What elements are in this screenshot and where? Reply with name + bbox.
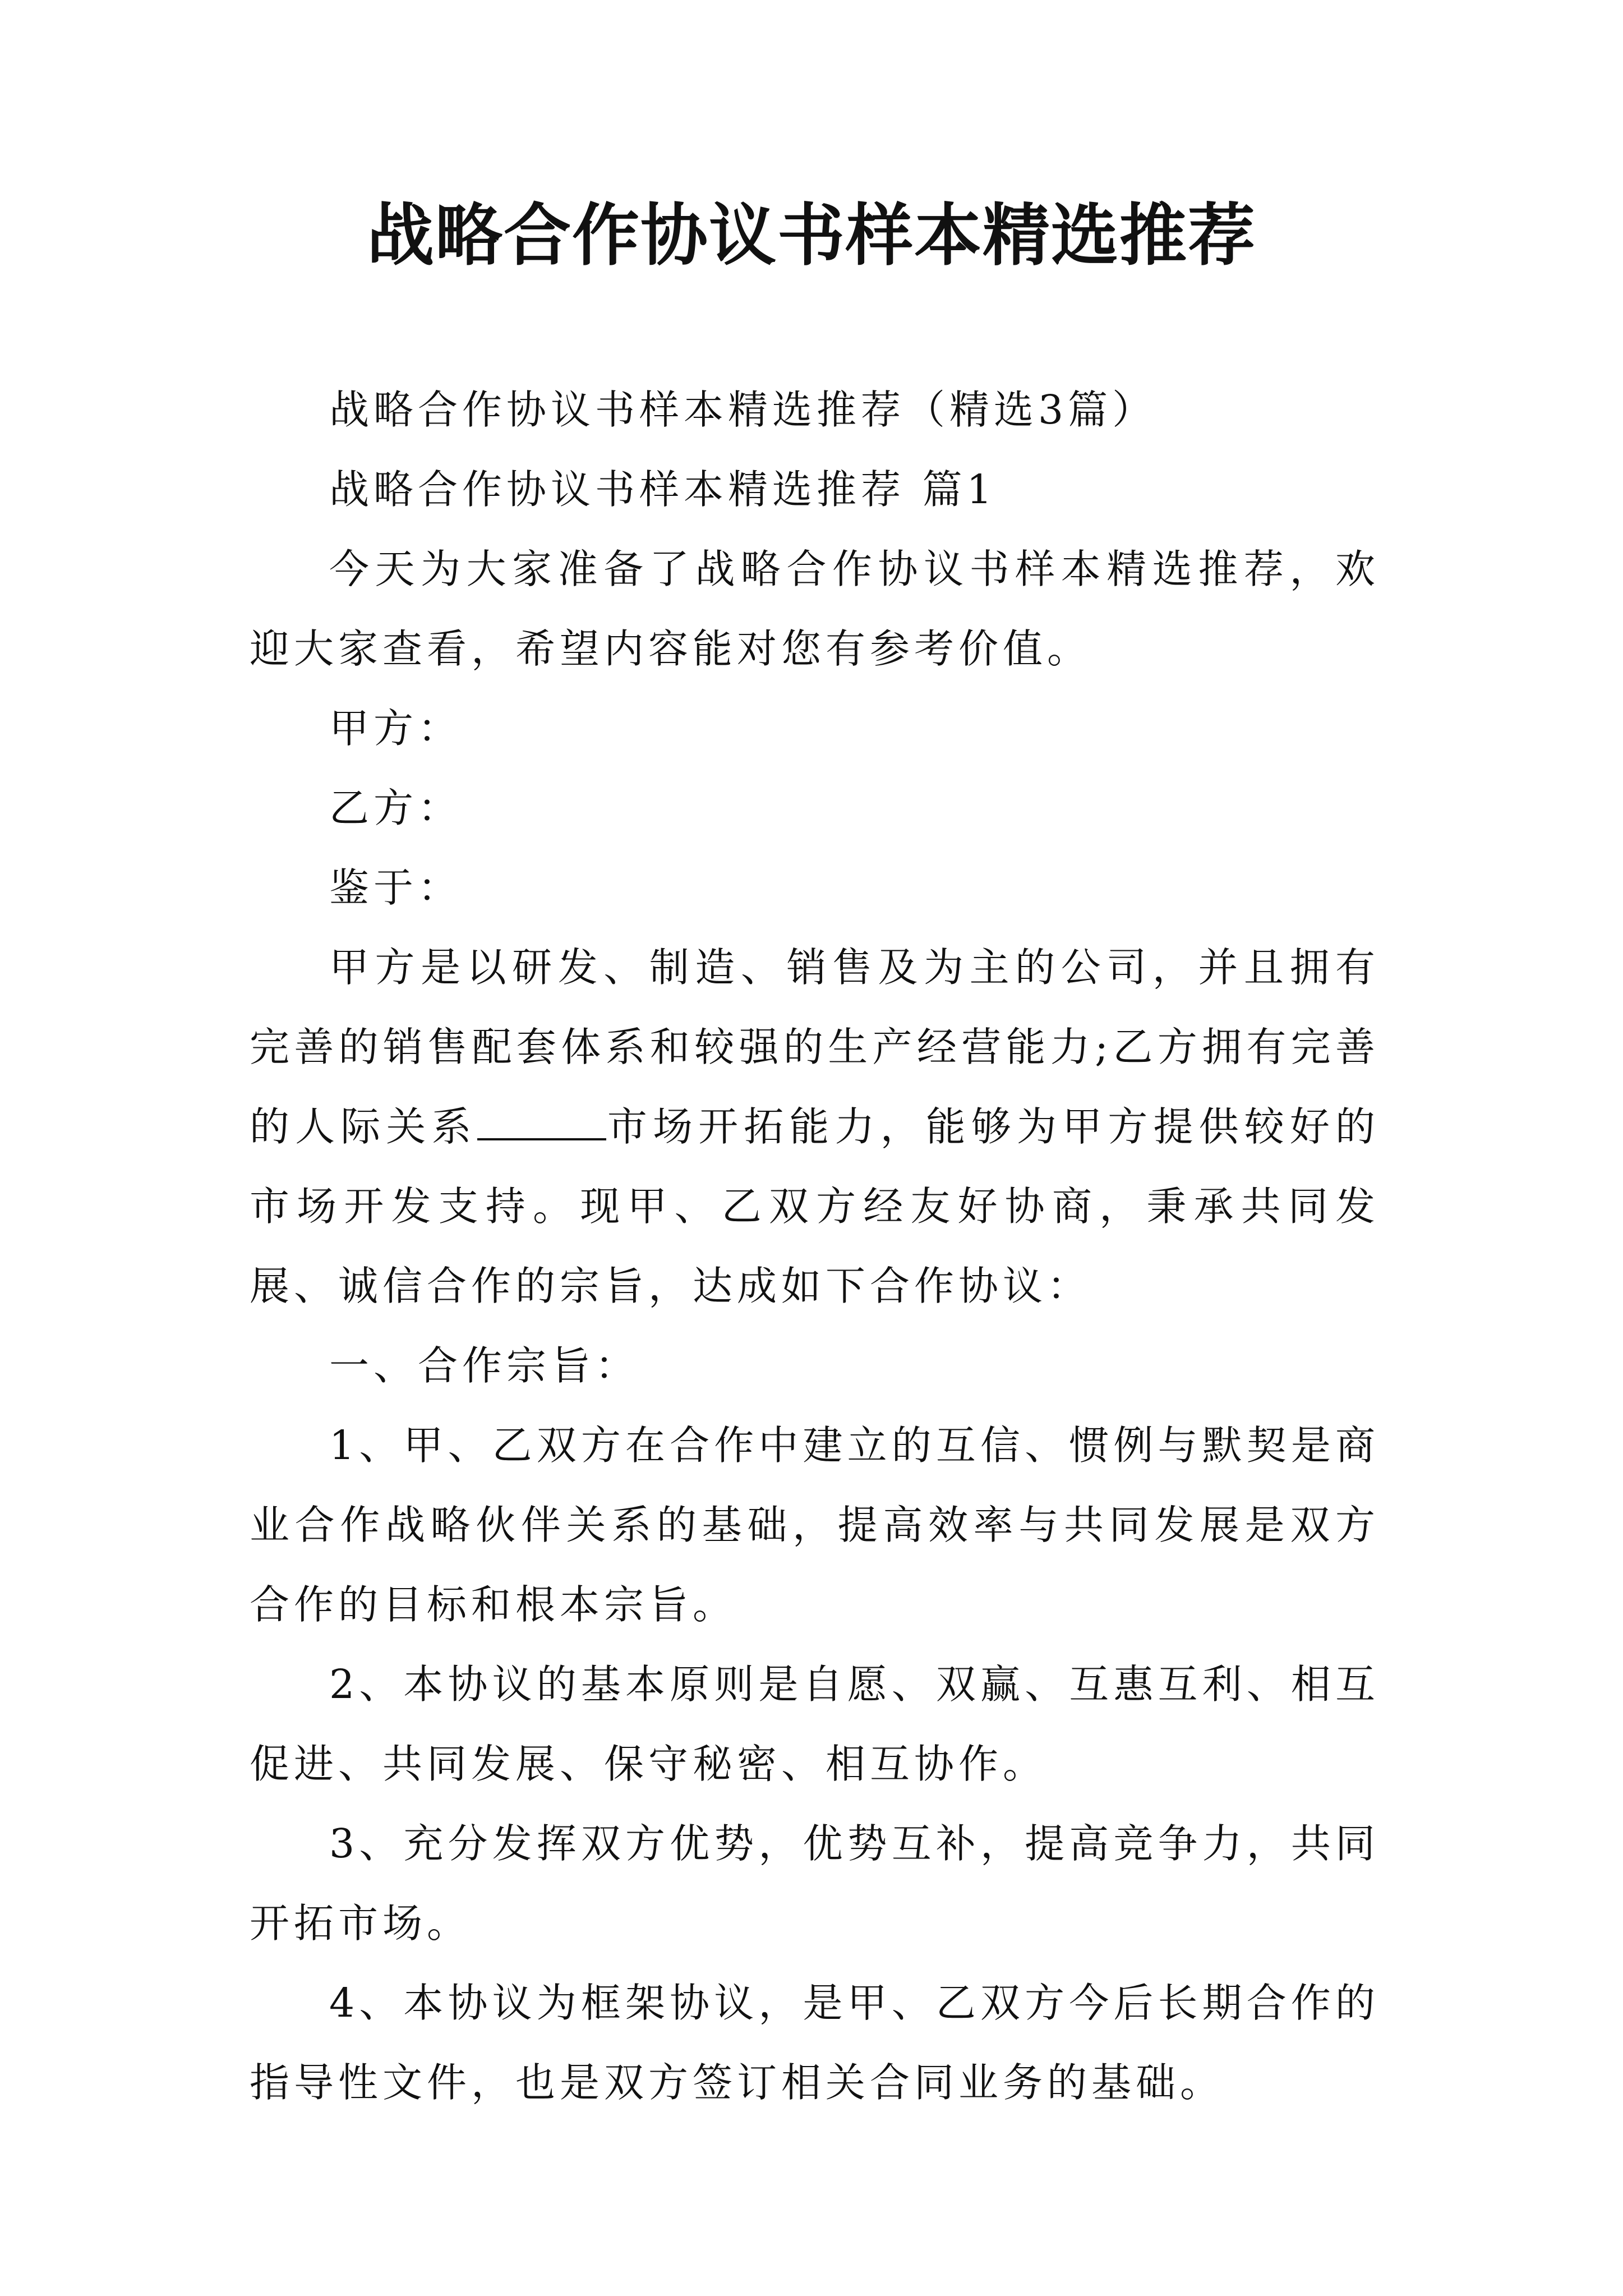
- whereas-text-before-blank: 甲方是以研发、制造、销售及为主的公司，并且拥有完善的销售配套体系和较强的生产经营能力;乙方拥有完善的人际关系: [250, 944, 1380, 1150]
- document-title: 战略合作协议书样本精选推荐: [367, 196, 1256, 275]
- party-b-label: 乙方：: [329, 785, 463, 831]
- party-a-label: 甲方：: [329, 705, 463, 752]
- clause-4: 4、本协议为框架协议，是甲、乙双方今后长期合作的指导性文件，也是双方签订相关合同业务的基础。: [250, 1980, 1380, 2106]
- whereas-label: 鉴于：: [329, 864, 463, 911]
- clause-2: 2、本协议的基本原则是自愿、双赢、互惠互利、相互促进、共同发展、保守秘密、相互协作。: [250, 1661, 1380, 1787]
- clause-heading: 一、合作宗旨：: [329, 1342, 640, 1389]
- whereas-text-after-blank: 市场开拓能力，能够为甲方提供较好的市场开发支持。现甲、乙双方经友好协商，秉承共同发展、诚信合作的宗旨，达成如下合作协议：: [250, 1103, 1380, 1309]
- document-subtitle: 战略合作协议书样本精选推荐（精选3篇）: [329, 386, 1157, 433]
- document-body: [250, 370, 1380, 2123]
- whereas-paragraph: [250, 928, 1380, 1326]
- fill-in-blank: [477, 1105, 606, 1140]
- section-heading: 战略合作协议书样本精选推荐 篇1: [329, 466, 997, 513]
- clause-1: 1、甲、乙双方在合作中建立的互信、惯例与默契是商业合作战略伙伴关系的基础，提高效率与共同发展是双方合作的目标和根本宗旨。: [250, 1422, 1380, 1628]
- intro-paragraph: 今天为大家准备了战略合作协议书样本精选推荐，欢迎大家查看，希望内容能对您有参考价值。: [250, 546, 1380, 672]
- clause-3: 3、充分发挥双方优势，优势互补，提高竞争力，共同开拓市场。: [250, 1820, 1380, 1947]
